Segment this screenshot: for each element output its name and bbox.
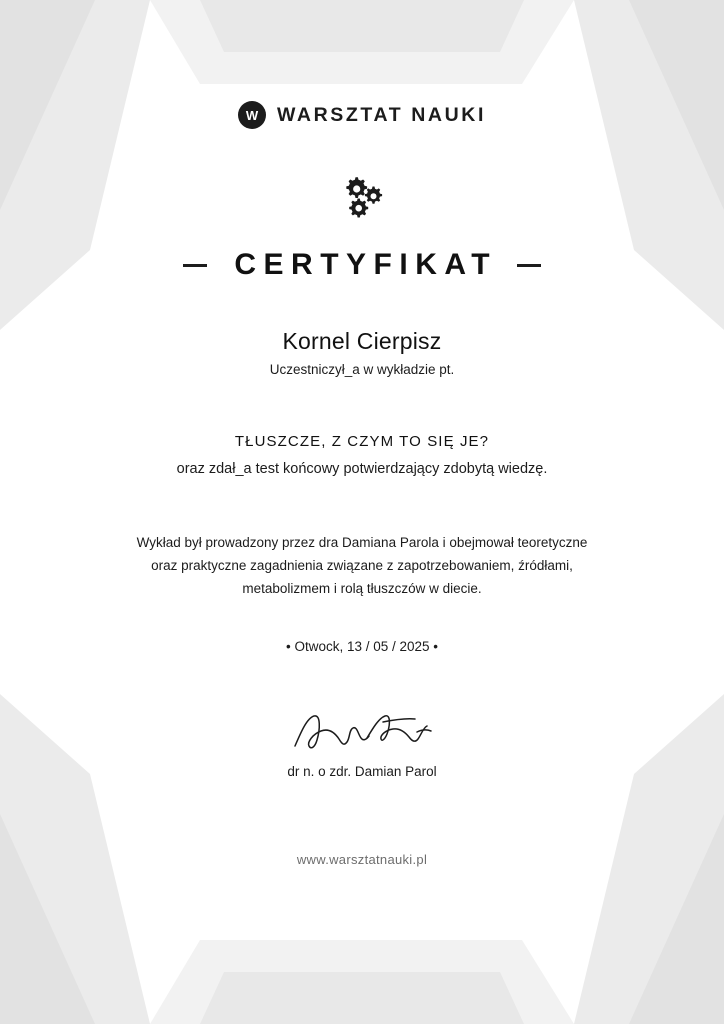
warsztat-nauki-logo-icon: W	[238, 101, 266, 129]
website-url[interactable]: www.warsztatnauki.pl	[296, 852, 428, 867]
participation-line: Uczestniczył_a w wykładzie pt.	[269, 362, 455, 377]
lecture-description: Wykład był prowadzony przez dra Damiana Parola i obejmował teoretyczne oraz praktyczne zagadnienia związane z zapotrzebowaniem, źródłami, metabolizmem i rolą tłuszczów w diecie.	[136, 535, 588, 597]
title-dash-right	[517, 264, 541, 267]
title-dash-left	[183, 264, 207, 267]
certificate-title-row	[183, 248, 541, 282]
signer-name: dr n. o zdr. Damian Parol	[287, 763, 437, 779]
recipient-name: Kornel Cierpisz	[282, 328, 442, 354]
signature-icon	[287, 706, 437, 760]
gears-icon	[335, 174, 389, 218]
place-and-date: • Otwock, 13 / 05 / 2025 •	[285, 638, 439, 654]
page-title: CERTYFIKAT	[234, 248, 498, 281]
exam-confirmation-line: oraz zdał_a test końcowy potwierdzający zdobytą wiedzę.	[176, 461, 548, 477]
brand-lockup	[238, 101, 486, 129]
lecture-title: TŁUSZCZE, Z CZYM TO SIĘ JE?	[234, 433, 490, 450]
brand-name: WARSZTAT NAUKI	[277, 103, 486, 126]
